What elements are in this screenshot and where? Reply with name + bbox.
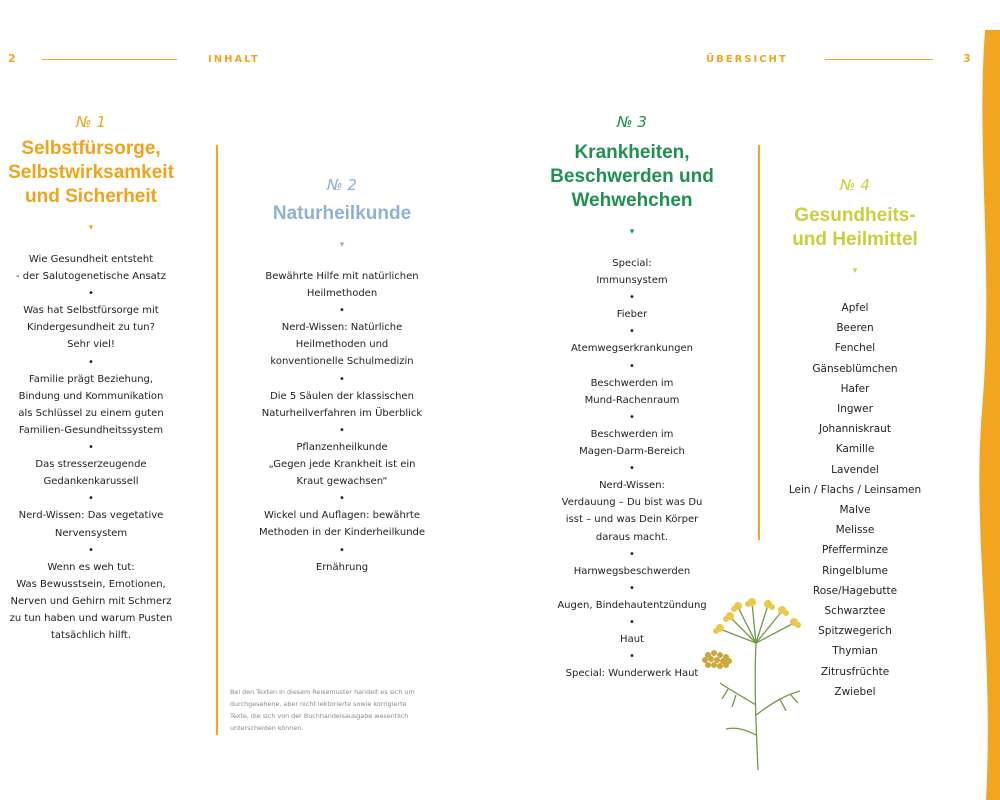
section-marker-icon: ▾: [629, 227, 635, 237]
list-item: Ringelblume: [822, 564, 888, 577]
bullet-separator: •: [629, 463, 635, 475]
list-item: Wenn es weh tut:: [47, 561, 135, 573]
list-item: Kindergesundheit zu tun?: [27, 322, 155, 334]
list-item: isst – und was Dein Körper: [565, 514, 699, 526]
section-marker-icon: ▾: [852, 266, 858, 276]
header-rule-right: [825, 59, 933, 60]
list-item: Was hat Selbstfürsorge mit: [23, 305, 159, 317]
section-4: [776, 176, 934, 702]
bullet-separator: •: [339, 305, 345, 317]
list-item: Beeren: [836, 322, 874, 335]
list-item: Heilmethoden und: [295, 339, 389, 351]
list-item: Haut: [620, 634, 644, 646]
decorative-edge-wave: [960, 30, 1000, 800]
bullet-separator: •: [339, 424, 345, 436]
page-number-right: 3: [963, 52, 971, 65]
section-2: [232, 176, 452, 576]
list-item: Thymian: [832, 645, 878, 658]
list-item: Zwiebel: [834, 685, 876, 698]
bullet-separator: •: [339, 373, 345, 385]
list-item: Pfefferminze: [821, 544, 889, 557]
column-divider-3: [758, 145, 760, 540]
list-item: Johanniskraut: [819, 423, 891, 436]
list-item: „Gegen jede Krankheit ist ein: [268, 459, 416, 471]
bullet-separator: •: [629, 582, 635, 594]
list-item: Lein / Flachs / Leinsamen: [788, 483, 922, 496]
bullet-separator: •: [629, 548, 635, 560]
list-item: Beschwerden im: [590, 428, 674, 440]
section-number: № 3: [617, 113, 647, 131]
bullet-separator: •: [629, 616, 635, 628]
section-marker-icon: ▾: [339, 240, 345, 250]
list-item: Familien-Gesundheitssystem: [18, 424, 164, 436]
list-item: Kamille: [835, 443, 875, 456]
bullet-separator: •: [88, 544, 94, 556]
list-item: Hafer: [840, 382, 870, 395]
list-item: Beschwerden im: [590, 377, 674, 389]
section-title: Krankheiten, Beschwerden und Wehwehchen: [550, 142, 714, 211]
list-item: Bewährte Hilfe mit natürlichen: [265, 271, 419, 282]
list-item: Bindung und Kommunikation: [18, 390, 164, 402]
list-item: Immunsystem: [596, 275, 668, 287]
list-item: - der Salutogenetische Ansatz: [16, 271, 166, 283]
list-item: Augen, Bindehautentzündung: [557, 599, 707, 611]
list-item: Apfel: [841, 302, 869, 314]
list-item: Gänseblümchen: [812, 362, 898, 375]
toc-list: [0, 251, 182, 644]
bullet-separator: •: [339, 544, 345, 556]
list-item: Lavendel: [831, 463, 879, 476]
list-item: Nerd-Wissen: Das vegetative: [18, 510, 164, 522]
list-item: zu tun haben und warum Pusten: [9, 612, 173, 624]
list-item: Magen-Darm-Bereich: [579, 446, 685, 458]
list-item: Mund-Rachenraum: [584, 394, 680, 406]
section-number: № 1: [76, 113, 106, 131]
list-item: Verdauung – Du bist was Du: [561, 497, 703, 509]
bullet-separator: •: [629, 326, 635, 338]
list-item: Ernährung: [315, 561, 369, 573]
list-item: Harnwegsbeschwerden: [573, 565, 691, 577]
list-item: Die 5 Säulen der klassischen: [270, 390, 414, 402]
footnote: Bei den Texten in diesem Reisemuster handelt es sich um durchgesehene, aber nicht lektorierte sowie korrigierte Texte, die sich von der Buchhandelsausgabe wesentlich unterscheiden können.: [230, 688, 415, 732]
header-rule-left: [42, 59, 177, 60]
list-item: konventionelle Schulmedizin: [270, 356, 414, 368]
list-item: Gedankenkarussell: [43, 476, 139, 488]
page-number-left: 2: [8, 52, 16, 65]
list-item: Naturheilverfahren im Überblick: [261, 407, 423, 419]
list-item: Schwarztee: [824, 605, 886, 618]
bullet-separator: •: [88, 442, 94, 454]
bullet-separator: •: [629, 360, 635, 372]
section-title: Selbstfürsorge, Selbstwirksamkeit und Sicherheit: [8, 138, 174, 207]
bullet-separator: •: [629, 651, 635, 663]
list-item: tatsächlich hilft.: [50, 630, 132, 642]
list-item: Spitzwegerich: [818, 625, 892, 638]
list-item: Pflanzenheilkunde: [296, 441, 388, 453]
bullet-separator: •: [629, 411, 635, 423]
list-item: Sehr viel!: [67, 339, 115, 351]
bullet-separator: •: [339, 493, 345, 505]
bullet-separator: •: [88, 356, 94, 368]
list-item: Was Bewusstsein, Emotionen,: [16, 578, 166, 590]
list-item: Methoden in der Kinderheilkunde: [258, 527, 426, 539]
list-item: Malve: [839, 504, 871, 517]
section-number: № 4: [840, 176, 870, 194]
list-item: Das stresserzeugende: [35, 459, 147, 471]
list-item: Special: Wunderwerk Haut: [565, 668, 699, 680]
list-item: Nervensystem: [54, 527, 128, 539]
list-item: Familie prägt Beziehung,: [28, 373, 154, 385]
list-item: Kraut gewachsen“: [296, 476, 388, 488]
list-item: Special:: [612, 258, 652, 269]
list-item: Melisse: [835, 524, 875, 537]
section-marker-icon: ▾: [88, 223, 94, 233]
list-item: Zitrusfrüchte: [820, 665, 890, 678]
toc-list: [232, 268, 452, 576]
list-item: Fieber: [616, 309, 648, 321]
list-item: daraus macht.: [595, 531, 669, 543]
list-item: Wie Gesundheit entsteht: [28, 254, 154, 265]
column-divider-1: [216, 145, 218, 735]
section-title: Naturheilkunde: [272, 203, 412, 224]
section-title: Gesundheits- und Heilmittel: [792, 205, 918, 250]
list-item: Wickel und Auflagen: bewährte: [263, 510, 420, 522]
section-1: [0, 113, 182, 644]
running-head-left: INHALT: [208, 54, 260, 65]
list-item: Heilmethoden: [306, 288, 378, 300]
list-item: Nerd-Wissen: Natürliche: [281, 322, 403, 334]
list-item: Fenchel: [834, 342, 876, 355]
list-item: Nerd-Wissen:: [599, 480, 665, 492]
bullet-separator: •: [88, 493, 94, 505]
list-item: als Schlüssel zu einem guten: [18, 407, 164, 419]
running-head-right: ÜBERSICHT: [706, 54, 788, 65]
bullet-separator: •: [629, 292, 635, 304]
list-item: Ingwer: [837, 403, 873, 416]
list-item: Nerven und Gehirn mit Schmerz: [10, 595, 172, 607]
list-item: Atemwegserkrankungen: [571, 343, 693, 355]
section-number: № 2: [327, 176, 357, 194]
bullet-separator: •: [88, 288, 94, 300]
list-item: Rose/Hagebutte: [812, 584, 898, 597]
remedy-list: [776, 298, 934, 702]
